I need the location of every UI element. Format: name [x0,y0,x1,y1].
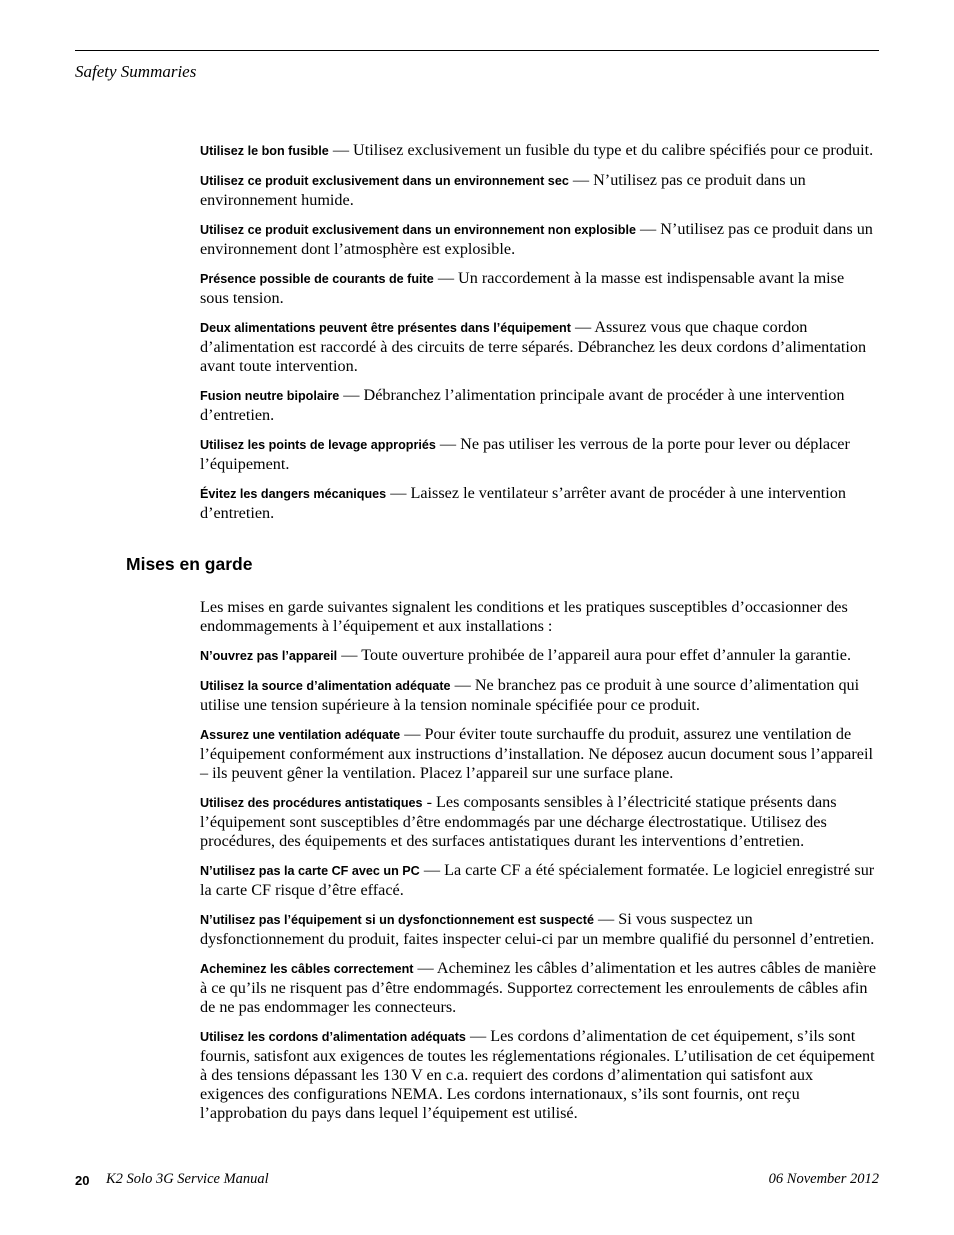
page-number: 20 [75,1173,90,1188]
running-header: Safety Summaries [75,62,197,81]
list-item: Assurez une ventilation adéquate — Pour éviter toute surchauffe du produit, assurez une ventilation de l’équipement conformément aux instructions d’installation. Ne déposez aucun document sous l’appareil – ils peuvent gêner la ventilation. Placez l’appareil sur une surface plane. [200,725,873,782]
cautions-list [200,598,876,1133]
list-item: Acheminez les câbles correctement — Acheminez les câbles d’alimentation et les autres câbles de manière à ce qu’ils ne risquent pas d’être endommagés. Supportez correctement les enroulements de câbles afin de ne pas endommager les connecteurs. [200,959,877,1016]
manual-title: K2 Solo 3G Service Manual [106,1171,269,1187]
list-item: Utilisez ce produit exclusivement dans un environnement non explosible — N’utilisez pas ce produit dans un environnement dont l’atmosphère est explosible. [200,220,873,258]
publication-date: 06 November 2012 [768,1171,879,1187]
list-item: N’utilisez pas l’équipement si un dysfonctionnement est suspecté — Si vous suspectez un dysfonctionnement du produit, faites inspecter celui-ci par un membre qualifié du personnel d’entretien. [200,910,875,948]
list-item: N’utilisez pas la carte CF avec un PC — La carte CF a été spécialement formatée. Le logiciel enregistré sur la carte CF risque d’être effacé. [200,861,875,899]
section-intro: Les mises en garde suivantes signalent les conditions et les pratiques susceptibles d’occasionner des endommagements à l’équipement et aux installations : [200,598,848,635]
list-item: Présence possible de courants de fuite — Un raccordement à la masse est indispensable avant la mise sous tension. [200,269,845,307]
list-item: Deux alimentations peuvent être présentes dans l’équipement — Assurez vous que chaque cordon d’alimentation est raccordé à des circuits de terre séparés. Débranchez les deux cordons d’alimentation avant toute intervention. [200,318,867,375]
list-item: Évitez les dangers mécaniques — Laissez le ventilateur s’arrêter avant de procéder à une intervention d’entretien. [200,484,846,522]
list-item: Utilisez les cordons d’alimentation adéquats — Les cordons d’alimentation de cet équipement, s’ils sont fournis, satisfont aux exigences de toutes les réglementations régionales. L’utilisation de cet équipement à des tensions dépassant les 130 V en c.a. requiert des cordons d’alimentation qui satisfont aux exigences des configurations NEMA. Les cordons internationaux, s’ils sont fournis, ont reçu l’approbation du pays dans lequel l’équipement est utilisé. [200,1027,875,1122]
list-item: Utilisez des procédures antistatiques - Les composants sensibles à l’électricité statique présents dans l’équipement sont susceptibles d’être endommagés par une décharge électrostatique. Utilisez des procédures, des équipements et des surfaces antistatiques durant les interventions d’entretien. [200,793,837,850]
safety-items-list [200,141,876,533]
list-item: Utilisez le bon fusible — Utilisez exclusivement un fusible du type et du calibre spécifiés pour ce produit. [200,141,874,159]
list-item: Fusion neutre bipolaire — Débranchez l’alimentation principale avant de procéder à une intervention d’entretien. [200,386,845,424]
header-rule [75,50,879,51]
list-item: N’ouvrez pas l’appareil — Toute ouverture prohibée de l’appareil aura pour effet d’annuler la garantie. [200,646,851,664]
list-item: Utilisez la source d’alimentation adéquate — Ne branchez pas ce produit à une source d’alimentation qui utilise une tension supérieure à la tension nominale spécifiée pour ce produit. [200,676,860,714]
list-item: Utilisez ce produit exclusivement dans un environnement sec — N’utilisez pas ce produit dans un environnement humide. [200,171,806,209]
list-item: Utilisez les points de levage appropriés — Ne pas utiliser les verrous de la porte pour lever ou déplacer l’équipement. [200,435,850,473]
section-heading: Mises en garde [126,554,253,574]
